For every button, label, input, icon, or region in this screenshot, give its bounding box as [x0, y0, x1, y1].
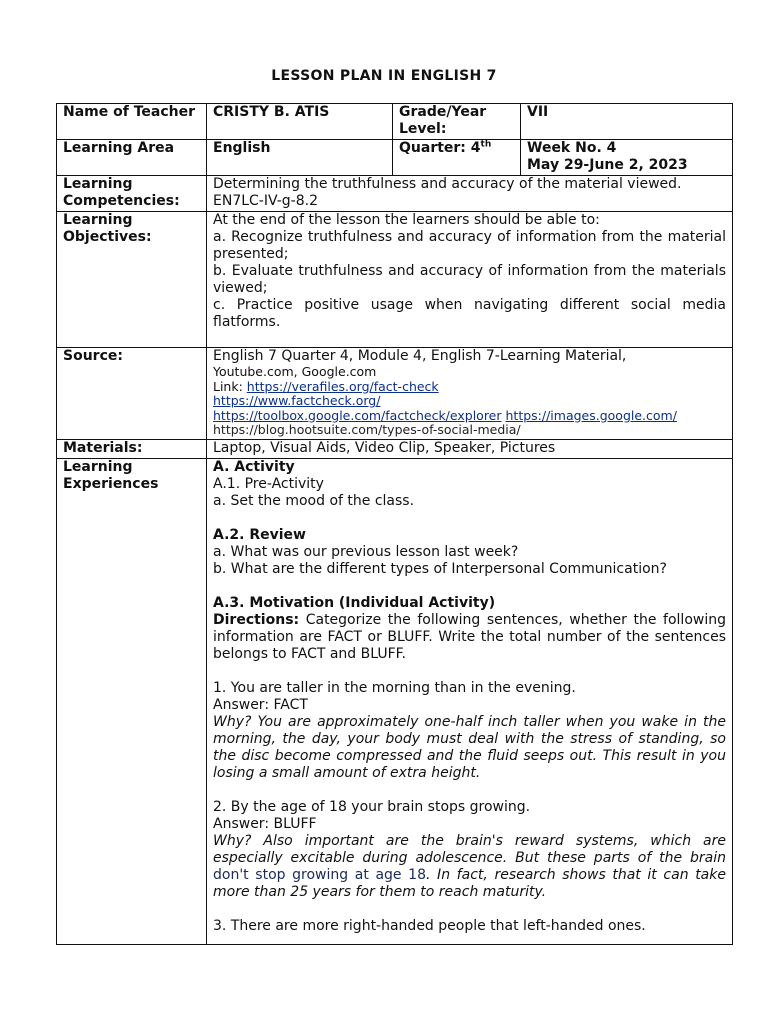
materials-text: Laptop, Visual Aids, Video Clip, Speaker, Pictures [207, 439, 733, 458]
objective-c: c. Practice positive usage when navigating different social media flatforms. [213, 297, 726, 330]
source-link-line-1 [213, 380, 726, 395]
pre-activity-heading: A.1. Pre-Activity [213, 475, 324, 492]
objectives-label: Learning Objectives: [57, 212, 207, 348]
motivation-heading: A.3. Motivation (Individual Activity) [213, 594, 496, 611]
objectives-cell [207, 212, 733, 348]
source-label: Source: [57, 348, 207, 440]
pre-activity-item: a. Set the mood of the class. [213, 492, 415, 509]
experiences-cell [207, 458, 733, 944]
experiences-label: Learning Experiences [57, 458, 207, 944]
explanation-emphasis: don't stop growing at age 18 [213, 866, 426, 883]
quarter-label: Quarter: 4 [399, 140, 481, 156]
explanation-part-1: Why? Also important are the brain's reward systems, which are especially excitable during adolescence. But these parts of the brain [213, 832, 726, 866]
learning-area-value: English [207, 140, 393, 176]
directions-text: Categorize the following sentences, whether the following information are FACT or BLUFF. Write the total number of the sentences belongs to FACT and BLUFF. [213, 611, 726, 662]
objectives-intro: At the end of the lesson the learners should be able to: [213, 212, 600, 228]
competencies-label: Learning Competencies: [57, 176, 207, 212]
directions-paragraph [213, 612, 726, 663]
lesson-plan-table [56, 103, 733, 945]
statement-2-answer: Answer: BLUFF [213, 815, 317, 832]
link-prefix: Link: [213, 378, 247, 394]
learning-area-row [57, 140, 733, 176]
source-row [57, 348, 733, 440]
teacher-name: CRISTY B. ATIS [207, 104, 393, 140]
week-dates: May 29-June 2, 2023 [527, 157, 688, 173]
grade-label: Grade/Year Level: [393, 104, 521, 140]
google-factcheck-link[interactable]: https://toolbox.google.com/factcheck/explorer [213, 407, 502, 423]
review-question-b: b. What are the different types of Interpersonal Communication? [213, 560, 667, 577]
directions-label: Directions: [213, 611, 300, 628]
statement-1-explanation: Why? You are approximately one-half inch taller when you wake in the morning, the day, your body must deal with the stress of standing, so the disc become compressed and the fluid seeps out. This result in you losing a small amount of extra height. [213, 713, 726, 781]
source-main: English 7 Quarter 4, Module 4, English 7-Learning Material, [213, 348, 627, 364]
teacher-label: Name of Teacher [57, 104, 207, 140]
factcheck-link[interactable]: https://www.factcheck.org/ [213, 393, 381, 408]
objective-b: b. Evaluate truthfulness and accuracy of information from the materials viewed; [213, 263, 726, 296]
competencies-text: Determining the truthfulness and accuracy of the material viewed. EN7LC-IV-g-8.2 [207, 176, 733, 212]
source-cell [207, 348, 733, 440]
activity-heading: A. Activity [213, 458, 295, 475]
competencies-row [57, 176, 733, 212]
hootsuite-link[interactable]: https://blog.hootsuite.com/types-of-social-media/ [213, 422, 521, 437]
review-heading: A.2. Review [213, 526, 306, 543]
learning-area-label: Learning Area [57, 140, 207, 176]
objectives-row [57, 212, 733, 348]
quarter-suffix: th [480, 139, 492, 150]
review-question-a: a. What was our previous lesson last week? [213, 543, 519, 560]
statement-3: 3. There are more right-handed people that left-handed ones. [213, 917, 646, 934]
statement-1: 1. You are taller in the morning than in the evening. [213, 679, 576, 696]
verafiles-link[interactable]: https://verafiles.org/fact-check [246, 378, 439, 394]
statement-2: 2. By the age of 18 your brain stops growing. [213, 798, 531, 815]
week-cell [521, 140, 733, 176]
teacher-row [57, 104, 733, 140]
source-sites: Youtube.com, Google.com [213, 364, 377, 379]
statement-2-explanation [213, 833, 726, 901]
source-link-line-3 [213, 409, 726, 424]
materials-label: Materials: [57, 439, 207, 458]
experiences-row [57, 458, 733, 944]
objective-a: a. Recognize truthfulness and accuracy of information from the material presented; [213, 229, 726, 262]
explanation-part-3: . In fact, research shows that it can take more than 25 years for them to reach maturity. [213, 866, 726, 900]
grade-value: VII [521, 104, 733, 140]
statement-1-answer: Answer: FACT [213, 696, 308, 713]
materials-row [57, 439, 733, 458]
document-title: LESSON PLAN IN ENGLISH 7 [271, 68, 497, 84]
quarter-cell [393, 140, 521, 176]
google-images-link[interactable]: https://images.google.com/ [505, 407, 677, 423]
week-number: Week No. 4 [527, 140, 617, 156]
source-link-line-2 [213, 394, 726, 409]
